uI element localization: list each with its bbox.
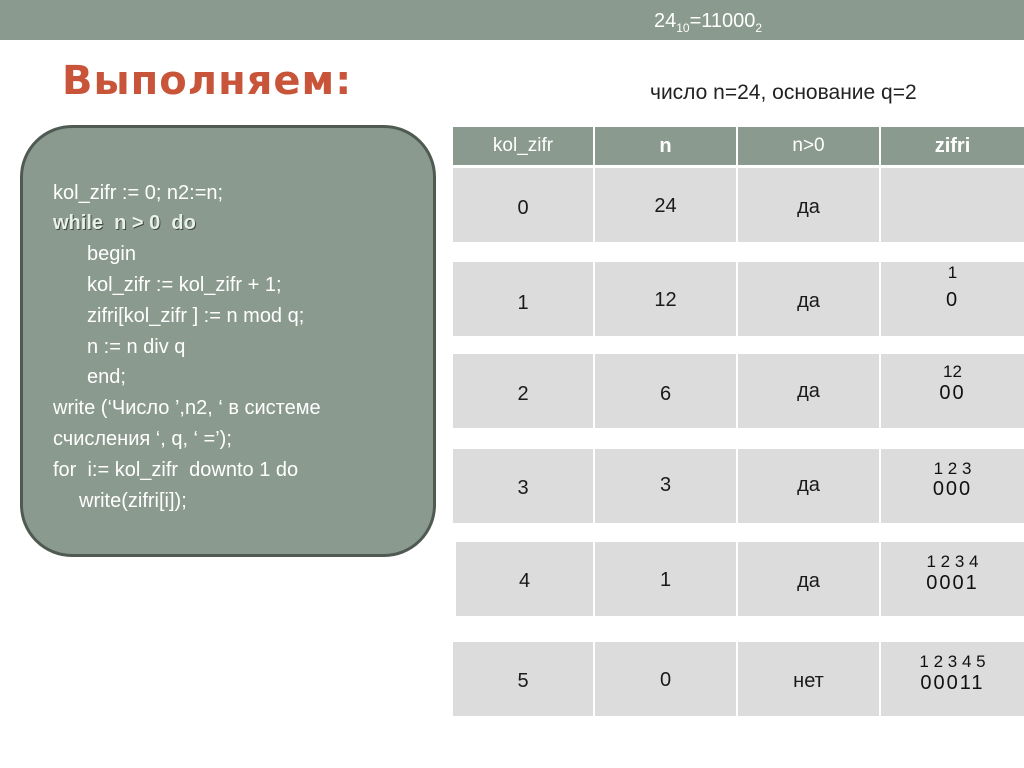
- cell-zifri: [881, 542, 1024, 616]
- cell-condition: да: [738, 168, 881, 242]
- formula-base-sub: 10: [676, 21, 690, 35]
- code-line-while: while n > 0 do: [53, 212, 196, 234]
- table-row: [453, 262, 1024, 336]
- slide-title: Выполняем:: [62, 58, 353, 104]
- cell-n: 6: [595, 354, 738, 428]
- cell-n: 3: [595, 449, 738, 523]
- cell-zifri: [881, 642, 1024, 716]
- digit-values: 00011: [920, 672, 985, 694]
- header-zifri: zifri: [934, 135, 971, 157]
- cell-n: 24: [595, 168, 738, 242]
- cell-zifri: [881, 168, 1024, 242]
- header-kol-zifr: kol_zifr: [453, 127, 595, 165]
- cell-zifri: [881, 354, 1024, 428]
- cell-n: 1: [595, 542, 738, 616]
- digit-values: 000: [932, 478, 973, 500]
- cell-condition: да: [738, 354, 881, 428]
- code-line: end;: [87, 366, 126, 388]
- digit-values: 0: [945, 289, 960, 311]
- cell-condition: да: [738, 262, 881, 336]
- top-bar: [0, 0, 1024, 40]
- header-n: n: [595, 127, 738, 165]
- cell-n: 0: [595, 642, 738, 716]
- cell-kol-zifr: 2: [453, 354, 595, 428]
- table-row: [453, 168, 1024, 242]
- table-row: [456, 542, 1024, 616]
- code-line: счисления ‘, q, ‘ =’);: [53, 428, 232, 450]
- table-row: [453, 354, 1024, 428]
- formula-result-sub: 2: [755, 21, 763, 35]
- header-n-gt-0: n>0: [738, 127, 881, 165]
- code-line: begin: [87, 243, 136, 265]
- cell-kol-zifr: 1: [453, 262, 595, 336]
- code-box: [20, 125, 436, 557]
- digit-indices: 1 2 3 4: [926, 552, 979, 571]
- code-line: n := n div q: [87, 336, 186, 358]
- code-line: zifri[kol_zifr ] := n mod q;: [87, 305, 305, 327]
- cell-kol-zifr: 3: [453, 449, 595, 523]
- digit-values: 00: [939, 382, 966, 404]
- formula-header: [654, 10, 762, 35]
- cell-condition: да: [738, 449, 881, 523]
- digit-values: 0001: [926, 572, 979, 594]
- cell-n: 12: [595, 262, 738, 336]
- code-line: kol_zifr := 0; n2:=n;: [53, 182, 224, 204]
- cell-zifri: [881, 449, 1024, 523]
- code-line: write(zifri[i]);: [79, 490, 187, 512]
- digit-indices: 12: [943, 362, 962, 381]
- digit-indices: 1: [947, 263, 958, 282]
- formula-base: 24: [654, 10, 677, 32]
- code-line: write (‘Число ’,n2, ‘ в системе: [53, 397, 321, 419]
- cell-condition: да: [738, 542, 881, 616]
- code-line: kol_zifr := kol_zifr + 1;: [87, 274, 282, 296]
- table-row: [453, 449, 1024, 523]
- formula-result: =11000: [689, 10, 756, 32]
- digit-indices: 1 2 3 4 5: [919, 652, 986, 671]
- digit-indices: 1 2 3: [933, 459, 972, 478]
- table-header: [453, 127, 1024, 165]
- cell-kol-zifr: 5: [453, 642, 595, 716]
- cell-kol-zifr: 0: [453, 168, 595, 242]
- code-line: for i:= kol_zifr downto 1 do: [53, 459, 299, 481]
- cell-kol-zifr: 4: [456, 542, 595, 616]
- cell-condition: нет: [738, 642, 881, 716]
- slide-subtitle: число n=24, основание q=2: [650, 81, 917, 104]
- table-row: [453, 642, 1024, 716]
- cell-zifri: [881, 262, 1024, 336]
